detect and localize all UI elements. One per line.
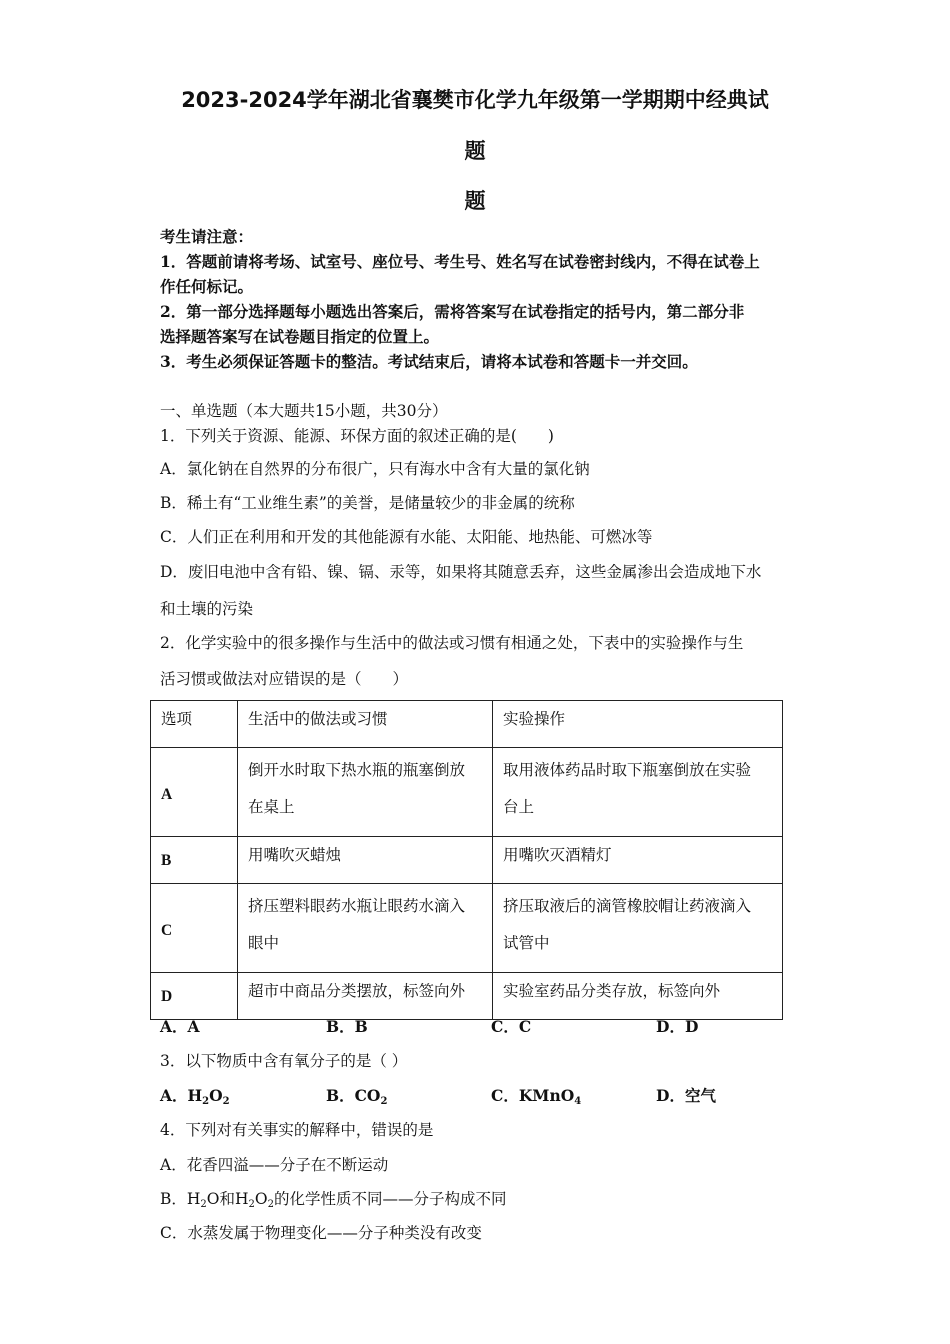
- cell-line: 眼中: [248, 934, 280, 952]
- table-cell-option: A: [151, 748, 238, 837]
- text: B．H: [160, 1190, 201, 1208]
- q1-option-b: B．稀土有“工业维生素”的美誉，是储量较少的非金属的统称: [160, 494, 575, 512]
- q3-stem: 3．以下物质中含有氧分子的是（ ）: [160, 1052, 408, 1070]
- table-cell: [238, 748, 493, 837]
- q2-option-d: D．D: [656, 1017, 699, 1036]
- table-cell-option: D: [151, 973, 238, 1020]
- text: 的化学性质不同——分子构成不同: [274, 1190, 507, 1208]
- q1-option-d: D．废旧电池中含有铅、镍、镉、汞等，如果将其随意丢弃，这些金属渗出会造成地下水: [160, 563, 762, 581]
- q3-option-c: [491, 1086, 581, 1106]
- table-cell: [493, 884, 783, 973]
- table-row: [151, 837, 783, 884]
- notice-item: 1．答题前请将考场、试室号、座位号、考生号、姓名写在试卷密封线内，不得在试卷上: [160, 252, 760, 271]
- q3-option-a: [160, 1086, 230, 1106]
- cell-line: 试管中: [503, 934, 550, 952]
- table-cell: [238, 884, 493, 973]
- text: B．CO: [326, 1086, 381, 1105]
- table-cell-option: C: [151, 884, 238, 973]
- exam-title-line3: 题: [464, 189, 486, 213]
- q2-option-c: C．C: [491, 1017, 532, 1036]
- table-header-row: [151, 701, 783, 748]
- text: C．KMnO: [491, 1086, 575, 1105]
- table-header: 选项: [151, 701, 238, 748]
- text: A．H: [160, 1086, 203, 1105]
- section-heading: 一、单选题（本大题共15小题，共30分）: [160, 402, 448, 420]
- exam-title-line2: 题: [464, 139, 486, 163]
- table-cell: 用嘴吹灭蜡烛: [238, 837, 493, 884]
- q2-option-a: A．A: [160, 1017, 200, 1036]
- subscript: 2: [248, 1199, 255, 1210]
- notice-item: 选择题答案写在试卷题目指定的位置上。: [160, 327, 440, 346]
- subscript: 4: [574, 1096, 582, 1107]
- q4-option-c: C．水蒸发属于物理变化——分子种类没有改变: [160, 1224, 482, 1242]
- subscript: 2: [200, 1199, 207, 1210]
- subscript: 2: [267, 1199, 274, 1210]
- notice-item: 作任何标记。: [160, 277, 254, 296]
- q1-option-a: A．氯化钠在自然界的分布很广，只有海水中含有大量的氯化钠: [160, 460, 590, 478]
- cell-line: 挤压取液后的滴管橡胶帽让药液滴入: [503, 897, 752, 915]
- cell-line: 挤压塑料眼药水瓶让眼药水滴入: [248, 897, 466, 915]
- q2-table: [150, 700, 783, 1020]
- q2-option-b: B．B: [326, 1017, 368, 1036]
- text: O: [209, 1086, 223, 1105]
- table-cell: 用嘴吹灭酒精灯: [493, 837, 783, 884]
- table-row: [151, 973, 783, 1020]
- q1-option-d-cont: 和土壤的污染: [160, 600, 254, 618]
- subscript: 2: [222, 1096, 230, 1107]
- table-row: [151, 884, 783, 973]
- table-header: 生活中的做法或习惯: [238, 701, 493, 748]
- cell-line: 台上: [503, 798, 535, 816]
- table-row: [151, 748, 783, 837]
- notice-item: 3．考生必须保证答题卡的整洁。考试结束后，请将本试卷和答题卡一并交回。: [160, 352, 698, 371]
- subscript: 2: [202, 1096, 210, 1107]
- q3-option-b: [326, 1086, 387, 1106]
- table-cell-option: B: [151, 837, 238, 884]
- q4-option-b: [160, 1189, 507, 1209]
- q3-option-d: D．空气: [656, 1086, 716, 1105]
- q1-option-c: C．人们正在利用和开发的其他能源有水能、太阳能、地热能、可燃冰等: [160, 528, 653, 546]
- subscript: 2: [380, 1096, 388, 1107]
- cell-line: 在桌上: [248, 798, 295, 816]
- q2-stem: 2．化学实验中的很多操作与生活中的做法或习惯有相通之处，下表中的实验操作与生: [160, 634, 744, 652]
- q4-stem: 4．下列对有关事实的解释中，错误的是: [160, 1121, 434, 1139]
- exam-title-line1: 2023-2024学年湖北省襄樊市化学九年级第一学期期中经典试: [181, 88, 769, 112]
- q2-stem-cont: 活习惯或做法对应错误的是（ ）: [160, 670, 409, 688]
- cell-line: 取用液体药品时取下瓶塞倒放在实验: [503, 761, 752, 779]
- cell-line: 倒开水时取下热水瓶的瓶塞倒放: [248, 761, 466, 779]
- table-cell: 实验室药品分类存放，标签向外: [493, 973, 783, 1020]
- q4-option-a: A．花香四溢——分子在不断运动: [160, 1156, 389, 1174]
- table-header: 实验操作: [493, 701, 783, 748]
- text: O和H: [206, 1190, 249, 1208]
- text: O: [254, 1190, 268, 1208]
- table-cell: [493, 748, 783, 837]
- notice-item: 2．第一部分选择题每小题选出答案后，需将答案写在试卷指定的括号内，第二部分非: [160, 302, 745, 321]
- q1-stem: 1．下列关于资源、能源、环保方面的叙述正确的是( ): [160, 427, 554, 445]
- table-cell: 超市中商品分类摆放，标签向外: [238, 973, 493, 1020]
- notice-heading: 考生请注意：: [160, 227, 254, 246]
